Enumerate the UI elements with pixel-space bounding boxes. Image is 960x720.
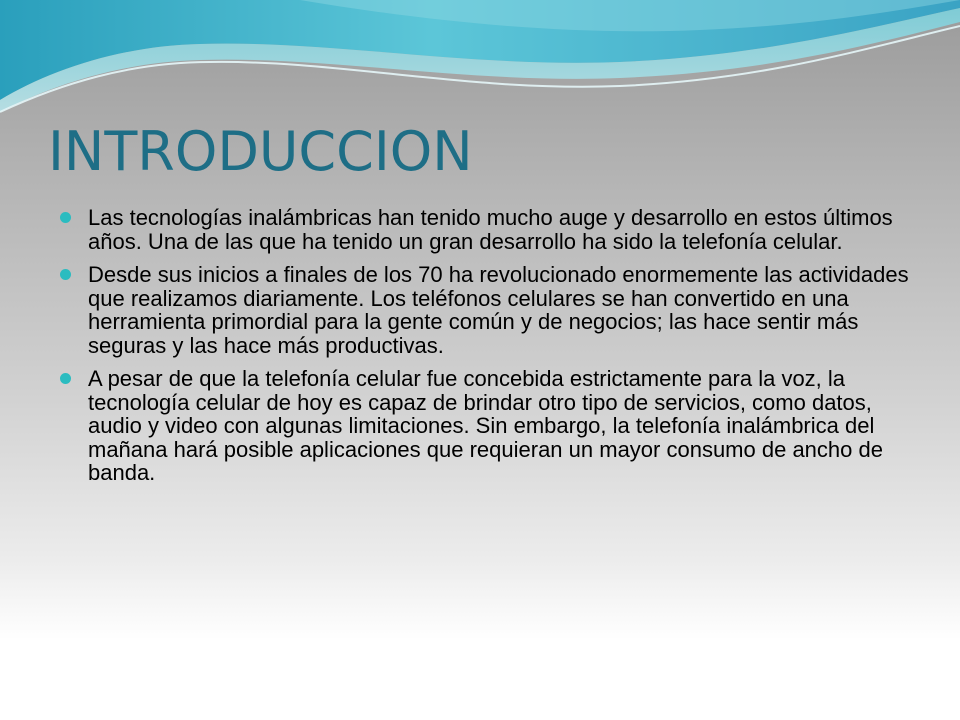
bullet-dot-icon: [60, 212, 71, 223]
list-item: [60, 367, 922, 485]
bullet-text: Las tecnologías inalámbricas han tenido mucho auge y desarrollo en estos últimos años. Una de las que ha tenido un gran desarrollo ha sido la telefonía celular.: [88, 205, 893, 254]
list-item: [60, 206, 922, 253]
bullet-text: A pesar de que la telefonía celular fue concebida estrictamente para la voz, la tecnología celular de hoy es capaz de brindar otro tipo de servicios, como datos, audio y video con algunas limitaciones. Sin embargo, la telefonía inalámbrica del mañana hará posible aplicaciones que requieran un mayor consumo de ancho de banda.: [88, 366, 883, 485]
list-item: [60, 263, 922, 357]
slide-title: INTRODUCCION: [48, 120, 473, 183]
bullet-list: [60, 206, 922, 495]
bullet-dot-icon: [60, 373, 71, 384]
bullet-text: Desde sus inicios a finales de los 70 ha revolucionado enormemente las actividades que realizamos diariamente. Los teléfonos celulares se han convertido en una herramienta primordial para la gente común y de negocios; las hace sentir más seguras y las hace más productivas.: [88, 262, 909, 358]
bullet-dot-icon: [60, 269, 71, 280]
header-wave-decoration: [0, 0, 960, 130]
